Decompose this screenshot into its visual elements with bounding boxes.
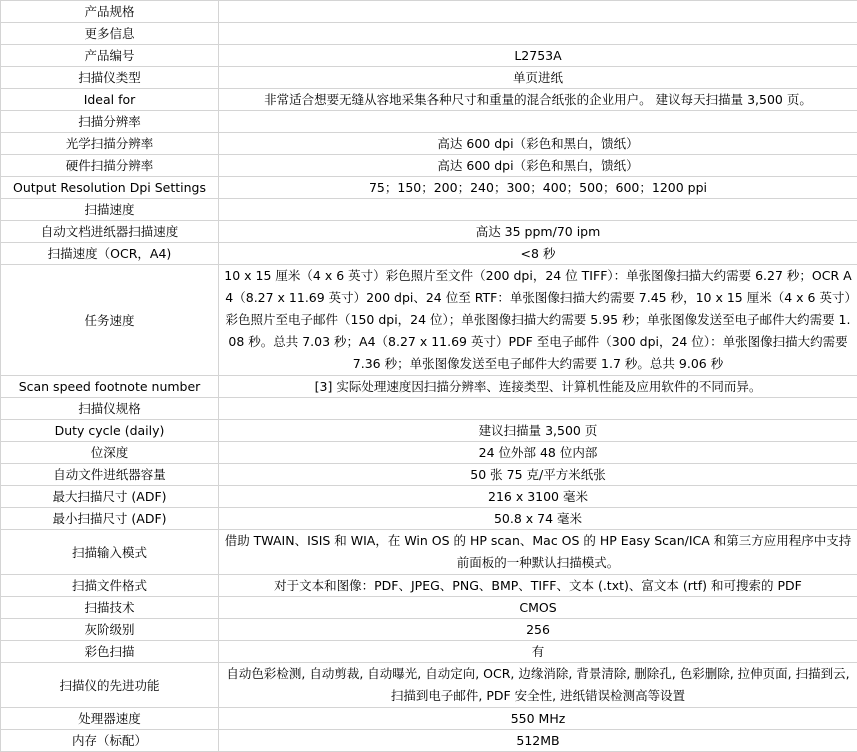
row-label: 扫描速度 — [1, 199, 219, 221]
row-value: 单页进纸 — [219, 67, 857, 89]
table-row — [1, 442, 857, 464]
row-value — [219, 111, 857, 133]
table-row — [1, 111, 857, 133]
row-value: 256 — [219, 619, 857, 641]
row-label: 自动文件进纸器容量 — [1, 464, 219, 486]
row-value: 对于文本和图像：PDF、JPEG、PNG、BMP、TIFF、文本 (.txt)、富文本 (rtf) 和可搜索的 PDF — [219, 575, 857, 597]
table-row — [1, 243, 857, 265]
row-value — [219, 398, 857, 420]
table-row — [1, 1, 857, 23]
table-row — [1, 619, 857, 641]
row-value: CMOS — [219, 597, 857, 619]
row-label: 扫描技术 — [1, 597, 219, 619]
table-row — [1, 575, 857, 597]
table-row — [1, 663, 857, 708]
row-label: 最小扫描尺寸 (ADF) — [1, 508, 219, 530]
row-value: 512MB — [219, 730, 857, 752]
table-row — [1, 221, 857, 243]
table-row — [1, 23, 857, 45]
table-row — [1, 376, 857, 398]
row-label: 位深度 — [1, 442, 219, 464]
row-label: 内存（标配） — [1, 730, 219, 752]
table-row — [1, 464, 857, 486]
row-value — [219, 1, 857, 23]
row-value: 50.8 x 74 毫米 — [219, 508, 857, 530]
row-value: 高达 35 ppm/70 ipm — [219, 221, 857, 243]
table-row — [1, 530, 857, 575]
row-value: 建议扫描量 3,500 页 — [219, 420, 857, 442]
row-value: 有 — [219, 641, 857, 663]
table-row — [1, 730, 857, 752]
row-label: 任务速度 — [1, 265, 219, 376]
row-label: Ideal for — [1, 89, 219, 111]
row-label: 最大扫描尺寸 (ADF) — [1, 486, 219, 508]
row-value: <8 秒 — [219, 243, 857, 265]
row-value: 自动色彩检测, 自动剪裁, 自动曝光, 自动定向, OCR, 边缘消除, 背景清除, 删除孔, 色彩删除, 拉伸页面, 扫描到云, 扫描到电子邮件, PDF 安全性, 进纸错误检测高等设置 — [219, 663, 857, 708]
row-value: 75；150；200；240；300；400；500；600；1200 ppi — [219, 177, 857, 199]
row-label: 扫描仪规格 — [1, 398, 219, 420]
table-row — [1, 420, 857, 442]
table-row — [1, 177, 857, 199]
row-value: 借助 TWAIN、ISIS 和 WIA，在 Win OS 的 HP scan、Mac OS 的 HP Easy Scan/ICA 和第三方应用程序中支持前面板的一种默认扫描模式。 — [219, 530, 857, 575]
row-label: 灰阶级别 — [1, 619, 219, 641]
row-value: 10 x 15 厘米（4 x 6 英寸）彩色照片至文件（200 dpi，24 位 TIFF）：单张图像扫描大约需要 6.27 秒；OCR A4（8.27 x 11.69 英寸）200 dpi、24 位至 RTF：单张图像扫描大约需要 7.45 秒，10 x 15 厘米（4 x 6 英寸）彩色照片至电子邮件（150 dpi，24 位）；单张图像扫描大约需要 5.95 秒；单张图像发送至电子邮件大约需要 1.08 秒。总共 7.03 秒；A4（8.27 x 11.69 英寸）PDF 至电子邮件（300 dpi，24 位）：单张图像扫描大约需要 7.36 秒；单张图像发送至电子邮件大约需要 1.7 秒。总共 9.06 秒 — [219, 265, 857, 376]
row-value: [3] 实际处理速度因扫描分辨率、连接类型、计算机性能及应用软件的不同而异。 — [219, 376, 857, 398]
table-row — [1, 45, 857, 67]
row-value — [219, 23, 857, 45]
row-label: 处理器速度 — [1, 708, 219, 730]
table-row — [1, 508, 857, 530]
row-value: 50 张 75 克/平方米纸张 — [219, 464, 857, 486]
table-row — [1, 265, 857, 376]
row-label: 扫描输入模式 — [1, 530, 219, 575]
row-label: 更多信息 — [1, 23, 219, 45]
row-label: 光学扫描分辨率 — [1, 133, 219, 155]
row-label: 自动文档进纸器扫描速度 — [1, 221, 219, 243]
table-row — [1, 89, 857, 111]
table-row — [1, 133, 857, 155]
table-row — [1, 708, 857, 730]
table-row — [1, 641, 857, 663]
row-label: 扫描仪的先进功能 — [1, 663, 219, 708]
table-row — [1, 67, 857, 89]
row-value: 550 MHz — [219, 708, 857, 730]
table-row — [1, 398, 857, 420]
row-value: 216 x 3100 毫米 — [219, 486, 857, 508]
row-label: 扫描速度（OCR，A4) — [1, 243, 219, 265]
row-value: 24 位外部 48 位内部 — [219, 442, 857, 464]
row-value: L2753A — [219, 45, 857, 67]
row-value: 高达 600 dpi（彩色和黑白，馈纸） — [219, 155, 857, 177]
row-label: 彩色扫描 — [1, 641, 219, 663]
table-row — [1, 597, 857, 619]
row-label: Duty cycle (daily) — [1, 420, 219, 442]
row-value: 非常适合想要无缝从容地采集各种尺寸和重量的混合纸张的企业用户。 建议每天扫描量 3,500 页。 — [219, 89, 857, 111]
row-label: 扫描文件格式 — [1, 575, 219, 597]
row-label: 扫描仪类型 — [1, 67, 219, 89]
table-row — [1, 155, 857, 177]
row-label: 扫描分辨率 — [1, 111, 219, 133]
table-row — [1, 486, 857, 508]
row-value — [219, 199, 857, 221]
row-value: 高达 600 dpi（彩色和黑白，馈纸） — [219, 133, 857, 155]
row-label: 产品规格 — [1, 1, 219, 23]
row-label: Scan speed footnote number — [1, 376, 219, 398]
table-row — [1, 199, 857, 221]
row-label: 产品编号 — [1, 45, 219, 67]
row-label: Output Resolution Dpi Settings — [1, 177, 219, 199]
row-label: 硬件扫描分辨率 — [1, 155, 219, 177]
spec-table-body — [1, 1, 857, 752]
